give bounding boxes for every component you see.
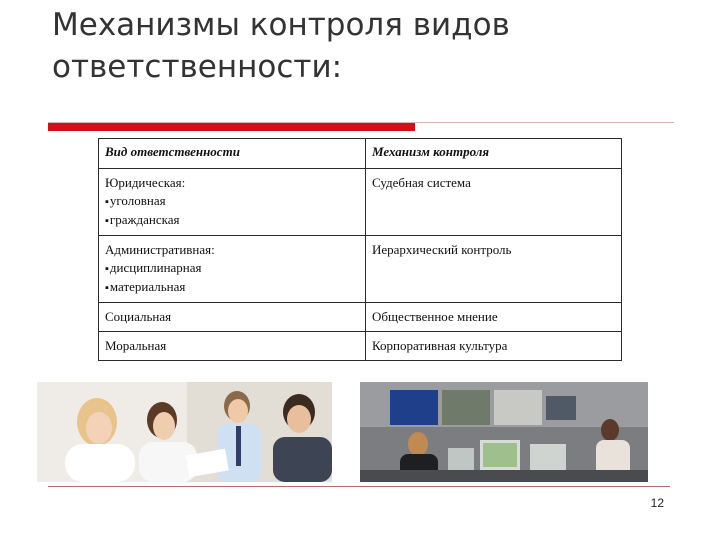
slide-title-line-1: Механизмы контроля видов (52, 7, 510, 43)
table-header-row (99, 139, 622, 169)
responsibility-subtype: ▪ материальная (105, 278, 359, 297)
slide-title (52, 4, 692, 88)
table-row (99, 169, 622, 236)
responsibility-table (98, 138, 622, 361)
control-room-illustration (360, 382, 648, 482)
header-responsibility-type: Вид ответственности (99, 139, 366, 169)
slide-title-line-2: ответственности: (52, 49, 343, 85)
control-mechanism-cell (366, 169, 622, 236)
control-room-photo (360, 382, 648, 482)
responsibility-subtype: ▪ дисциплинарная (105, 259, 359, 278)
control-mechanism-cell (366, 332, 622, 361)
footer-divider (48, 486, 670, 487)
control-mechanism-cell (366, 236, 622, 303)
header-control-mechanism: Механизм контроля (366, 139, 622, 169)
responsibility-type-cell (99, 332, 366, 361)
control-mechanism: Корпоративная культура (372, 338, 508, 353)
page-number: 12 (650, 496, 664, 510)
responsibility-type-cell (99, 303, 366, 332)
control-mechanism: Общественное мнение (372, 309, 498, 324)
responsibility-type: Моральная (105, 338, 167, 353)
responsibility-subtype: ▪ уголовная (105, 192, 359, 211)
responsibility-type: Социальная (105, 309, 172, 324)
responsibility-subtype: ▪ гражданская (105, 211, 359, 230)
office-team-illustration (37, 382, 332, 482)
responsibility-type: Юридическая: (105, 175, 186, 190)
title-divider-accent (48, 123, 415, 131)
table-row (99, 303, 622, 332)
responsibility-type: Административная: (105, 242, 215, 257)
table-row (99, 332, 622, 361)
control-mechanism-cell (366, 303, 622, 332)
responsibility-type-cell (99, 236, 366, 303)
control-mechanism: Судебная система (372, 175, 471, 190)
control-mechanism: Иерархический контроль (372, 242, 512, 257)
office-team-photo (37, 382, 332, 482)
responsibility-type-cell (99, 169, 366, 236)
table-row (99, 236, 622, 303)
